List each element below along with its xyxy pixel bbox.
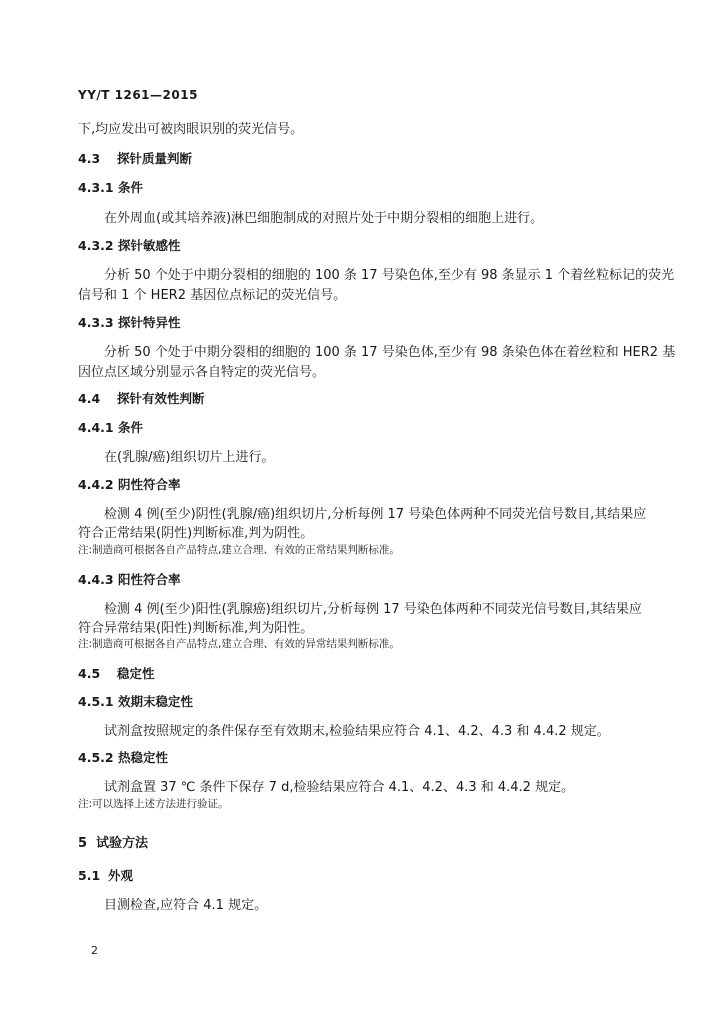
heading-number: 4.3: [78, 151, 101, 166]
paragraph: 目测检查,应符合 4.1 规定。: [104, 898, 268, 913]
heading-number: 4.4.2: [78, 477, 114, 492]
paragraph-line: 信号和 1 个 HER2 基因位点标记的荧光信号。: [78, 288, 347, 303]
heading-4-4: [78, 389, 205, 407]
heading-title: 阳性符合率: [118, 572, 181, 587]
heading-number: 4.5.1: [78, 694, 114, 709]
continued-text: 下,均应发出可被肉眼识别的荧光信号。: [78, 122, 304, 137]
note: 注:制造商可根据各自产品特点,建立合理、有效的异常结果判断标准。: [78, 638, 400, 650]
heading-4-4-2: [78, 475, 181, 493]
paragraph-line: 检测 4 例(至少)阴性(乳腺/癌)组织切片,分析每例 17 号染色体两种不同荧光信号数目,其结果应: [104, 507, 647, 522]
heading-title: 探针有效性判断: [117, 391, 205, 406]
heading-title: 探针敏感性: [118, 238, 181, 253]
heading-title: 热稳定性: [118, 750, 169, 765]
heading-title: 条件: [118, 420, 144, 435]
paragraph-line: 因位点区域分别显示各自特定的荧光信号。: [78, 365, 326, 380]
section-5: [78, 832, 148, 851]
heading-title: 阴性符合率: [118, 477, 181, 492]
paragraph: 试剂盒置 37 ℃ 条件下保存 7 d,检验结果应符合 4.1、4.2、4.3 和 4.4.2 规定。: [104, 780, 575, 795]
page-number: 2: [91, 944, 98, 957]
heading-title: 条件: [118, 180, 144, 195]
paragraph-line: 符合正常结果(阴性)判断标准,判为阴性。: [78, 526, 314, 541]
heading-title: 稳定性: [117, 666, 155, 681]
note: 注:制造商可根据各自产品特点,建立合理、有效的正常结果判断标准。: [78, 544, 400, 556]
heading-title: 探针质量判断: [117, 151, 193, 166]
paragraph-line: 检测 4 例(至少)阳性(乳腺癌)组织切片,分析每例 17 号染色体两种不同荧光信号数目,其结果应: [104, 602, 642, 617]
section-title: 试验方法: [96, 836, 149, 851]
paragraph: 试剂盒按照规定的条件保存至有效期末,检验结果应符合 4.1、4.2、4.3 和 4.4.2 规定。: [104, 724, 610, 739]
heading-number: 4.3.2: [78, 238, 114, 253]
heading-number: 4.4: [78, 391, 101, 406]
heading-number: 4.5.2: [78, 750, 114, 765]
paragraph: 在(乳腺/癌)组织切片上进行。: [104, 450, 275, 465]
heading-4-5: [78, 664, 155, 682]
heading-4-5-1: [78, 692, 193, 710]
heading-title: 效期末稳定性: [118, 694, 194, 709]
heading-number: 4.4.3: [78, 572, 114, 587]
heading-4-3-2: [78, 236, 181, 254]
paragraph-line: 符合异常结果(阳性)判断标准,判为阳性。: [78, 621, 314, 636]
heading-number: 4.3.3: [78, 315, 114, 330]
heading-4-4-3: [78, 570, 181, 588]
heading-title: 探针特异性: [118, 315, 181, 330]
heading-4-4-1: [78, 418, 143, 436]
heading-number: 4.5: [78, 666, 101, 681]
heading-4-3: [78, 149, 192, 167]
paragraph-line: 分析 50 个处于中期分裂相的细胞的 100 条 17 号染色体,至少有 98 条显示 1 个着丝粒标记的荧光: [104, 268, 675, 283]
heading-4-3-3: [78, 313, 181, 331]
heading-number: 4.3.1: [78, 180, 114, 195]
heading-4-3-1: [78, 178, 143, 196]
note: 注:可以选择上述方法进行验证。: [78, 798, 229, 810]
heading-title: 外观: [108, 868, 134, 883]
section-number: 5: [78, 836, 88, 851]
paragraph-line: 分析 50 个处于中期分裂相的细胞的 100 条 17 号染色体,至少有 98 条染色体在着丝粒和 HER2 基: [104, 345, 676, 360]
paragraph: 在外周血(或其培养液)淋巴细胞制成的对照片处于中期分裂相的细胞上进行。: [104, 211, 544, 226]
heading-5-1: [78, 866, 133, 884]
heading-number: 4.4.1: [78, 420, 114, 435]
heading-4-5-2: [78, 748, 168, 766]
standard-id: YY/T 1261—2015: [78, 88, 198, 102]
heading-number: 5.1: [78, 868, 101, 883]
